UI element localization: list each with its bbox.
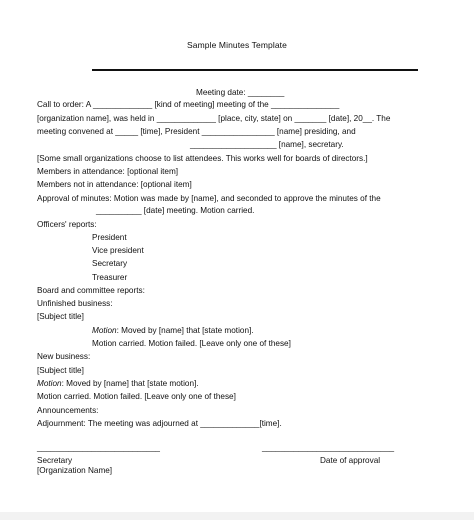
new-business: New business: (37, 352, 91, 361)
signature-line-secretary: ___________________________ (37, 443, 160, 452)
unfinished-business: Unfinished business: (37, 299, 113, 308)
attendees-note: [Some small organizations choose to list attendees. This works well for boards of directors.] (37, 154, 368, 163)
signature-line-date: _____________________________ (262, 443, 395, 452)
page-bottom-strip (0, 512, 474, 520)
document-title: Sample Minutes Template (187, 40, 287, 50)
motion-label-2: Motion (37, 379, 62, 388)
motion-result-1: Motion carried. Motion failed. [Leave only one of these] (92, 339, 291, 348)
approval-line-1: Approval of minutes: Motion was made by [name], and seconded to approve the minutes of the (37, 194, 381, 203)
motion-2 (37, 379, 199, 389)
officer-treasurer: Treasurer (92, 273, 128, 282)
meeting-date: Meeting date: ________ (196, 88, 285, 97)
convened: meeting convened at _____ [time], President ________________ [name] presiding, and (37, 127, 356, 136)
secretary-signature-label: Secretary (37, 456, 73, 465)
secretary-name: ___________________ [name], secretary. (190, 140, 344, 149)
board-reports: Board and committee reports: (37, 286, 145, 295)
announcements: Announcements: (37, 406, 99, 415)
subject-title-1: [Subject title] (37, 312, 84, 321)
title-divider (92, 69, 418, 71)
motion-1 (92, 326, 254, 336)
held-in: [organization name], was held in _____________ [place, city, state] on _______ [date], 20__. The (37, 114, 391, 123)
members-in: Members in attendance: [optional item] (37, 167, 179, 176)
officers-reports: Officers' reports: (37, 220, 97, 229)
approval-line-2: __________ [date] meeting. Motion carried. (96, 206, 255, 215)
motion-text-1: : Moved by [name] that [state motion]. (116, 326, 254, 335)
date-of-approval-label: Date of approval (320, 456, 381, 465)
adjournment: Adjournment: The meeting was adjourned at _____________[time]. (37, 419, 282, 428)
motion-label-1: Motion (92, 326, 117, 335)
officer-secretary: Secretary (92, 259, 128, 268)
officer-vice-president: Vice president (92, 246, 144, 255)
members-not-in: Members not in attendance: [optional item] (37, 180, 192, 189)
motion-text-2: : Moved by [name] that [state motion]. (61, 379, 199, 388)
motion-result-2: Motion carried. Motion failed. [Leave only one of these] (37, 392, 236, 401)
call-to-order: Call to order: A _____________ [kind of meeting] meeting of the _______________ (37, 100, 340, 109)
organization-name-label: [Organization Name] (37, 466, 113, 475)
subject-title-2: [Subject title] (37, 366, 84, 375)
officer-president: President (92, 233, 127, 242)
